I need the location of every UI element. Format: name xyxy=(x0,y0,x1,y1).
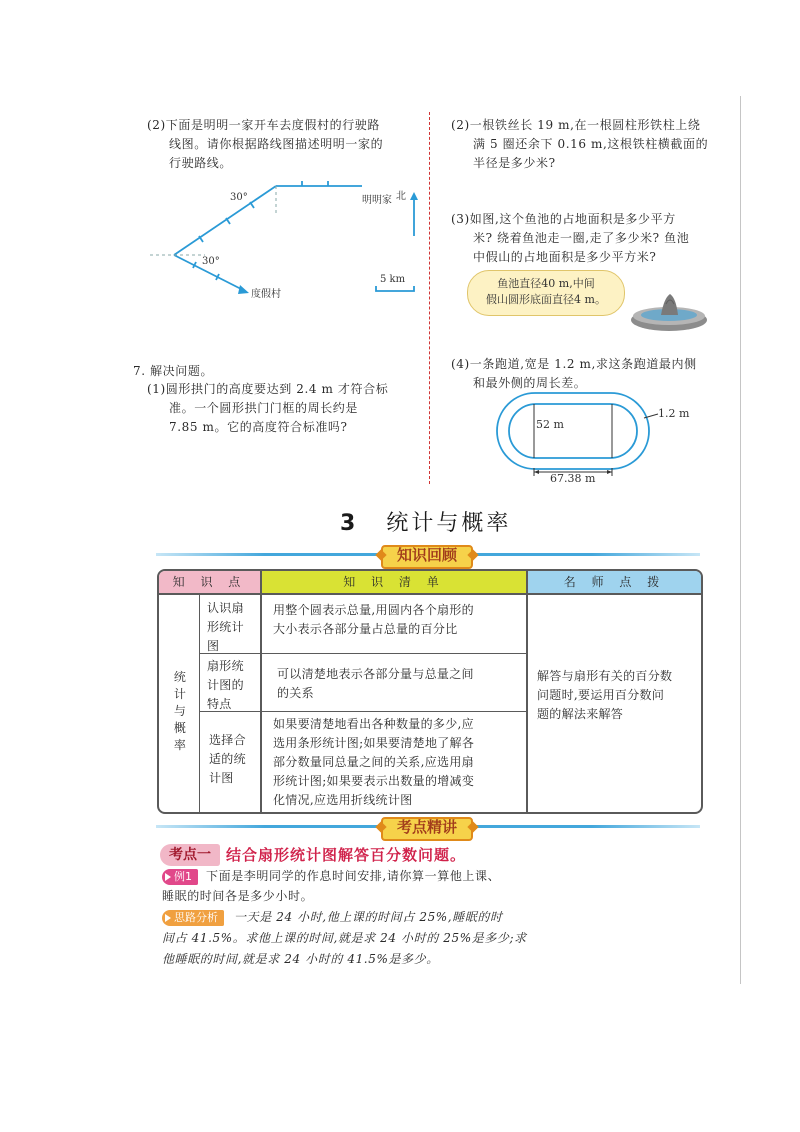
example-tag: 例1 xyxy=(162,869,198,885)
review-banner xyxy=(156,545,700,565)
analysis-line-3: 他睡眠的时间,就是求 24 小时的 41.5%是多少。 xyxy=(162,952,439,966)
kaodian-title: 结合扇形统计图解答百分数问题。 xyxy=(226,846,467,864)
north-label: 北 xyxy=(396,191,406,202)
header-knowledge-list: 知 识 清 单 xyxy=(262,571,526,595)
teacher-tip: 解答与扇形有关的百分数 问题时,要运用百分数问 题的解法来解答 xyxy=(537,669,673,721)
row3-content: 如果要清楚地看出各种数量的多少,应 选用条形统计图;如果要清楚地了解各 部分数量同总量之间的关系,应选用扇 形统计图;如果要表示出数量的增减变 化情况,应选用折线统计图 xyxy=(273,717,475,807)
angle-label-2: 30° xyxy=(202,256,220,267)
route-map xyxy=(150,178,420,303)
analysis-line-1: 一天是 24 小时,他上课的时间占 25%,睡眠的时 xyxy=(234,910,503,924)
review-banner-label: 知识回顾 xyxy=(381,545,473,569)
section-title: 统计与概率 xyxy=(386,511,512,536)
info-cloud xyxy=(467,270,625,316)
knowledge-table xyxy=(157,569,703,814)
q3-text: (3)如图,这个鱼池的占地面积是多少平方 米? 绕着鱼池走一圈,走了多少米? 鱼池 中假山的占地面积是多少平方米? xyxy=(451,212,690,264)
cloud-line-1: 鱼池直径40 m,中间 xyxy=(497,277,595,290)
q7-1-text: (1)圆形拱门的高度要达到 2.4 m 才符合标 准。一个圆形拱门门框的周长约是 7.85 m。它的高度符合标准吗? xyxy=(147,382,389,434)
kaodian-label: 考点一 xyxy=(160,844,220,866)
row1-content: 用整个圆表示总量,用圆内各个扇形的 大小表示各部分量占总量的百分比 xyxy=(273,603,474,636)
angle-label-1: 30° xyxy=(230,192,248,203)
scale-label: 5 km xyxy=(380,274,406,285)
section-number: 3 xyxy=(340,511,356,536)
section-heading xyxy=(340,509,511,539)
column-divider xyxy=(429,112,430,484)
example-line-1: 下面是李明同学的作息时间安排,请你算一算他上课、 xyxy=(206,869,501,883)
row3-topic: 选择合 适的统 计图 xyxy=(209,733,246,785)
track-length-label: 67.38 m xyxy=(550,472,596,484)
row2-content: 可以清楚地表示各部分量与总量之间 的关系 xyxy=(277,667,474,700)
focus-banner-label: 考点精讲 xyxy=(381,817,473,841)
example-line-2: 睡眠的时间各是多少小时。 xyxy=(162,889,314,903)
q2-left-text: (2)下面是明明一家开车去度假村的行驶路 线图。请你根据路线图描述明明一家的 行驶路线。 xyxy=(147,118,384,170)
header-teacher-tips: 名 师 点 拨 xyxy=(528,571,701,595)
fish-pond-illustration xyxy=(628,286,710,334)
analysis-line-2: 间占 41.5%。求他上课的时间,就是求 24 小时的 25%是多少;求 xyxy=(162,931,527,945)
cloud-line-2: 假山圆形底面直径4 m。 xyxy=(486,293,606,306)
resort-label: 度假村 xyxy=(251,289,281,300)
home-label: 明明家 xyxy=(362,195,392,206)
running-track xyxy=(496,392,696,484)
track-width-label: 1.2 m xyxy=(658,407,690,420)
focus-banner xyxy=(156,817,700,837)
main-topic: 统 计 与 概 率 xyxy=(173,670,187,752)
track-height-label: 52 m xyxy=(536,418,564,431)
right-margin-line xyxy=(740,96,741,984)
row2-topic: 扇形统 计图的 特点 xyxy=(207,659,244,711)
q7-title: 7. 解决问题。 xyxy=(133,364,214,378)
analysis-tag: 思路分析 xyxy=(162,910,224,926)
header-knowledge-point: 知 识 点 xyxy=(159,571,260,595)
q2-right-text: (2)一根铁丝长 19 m,在一根圆柱形铁柱上绕 满 5 圈还余下 0.16 m,这根铁柱横截面的 半径是多少米? xyxy=(451,118,709,170)
q4-text: (4)一条跑道,宽是 1.2 m,求这条跑道最内侧 和最外侧的周长差。 xyxy=(451,357,697,390)
row1-topic: 认识扇 形统计 图 xyxy=(207,601,244,653)
